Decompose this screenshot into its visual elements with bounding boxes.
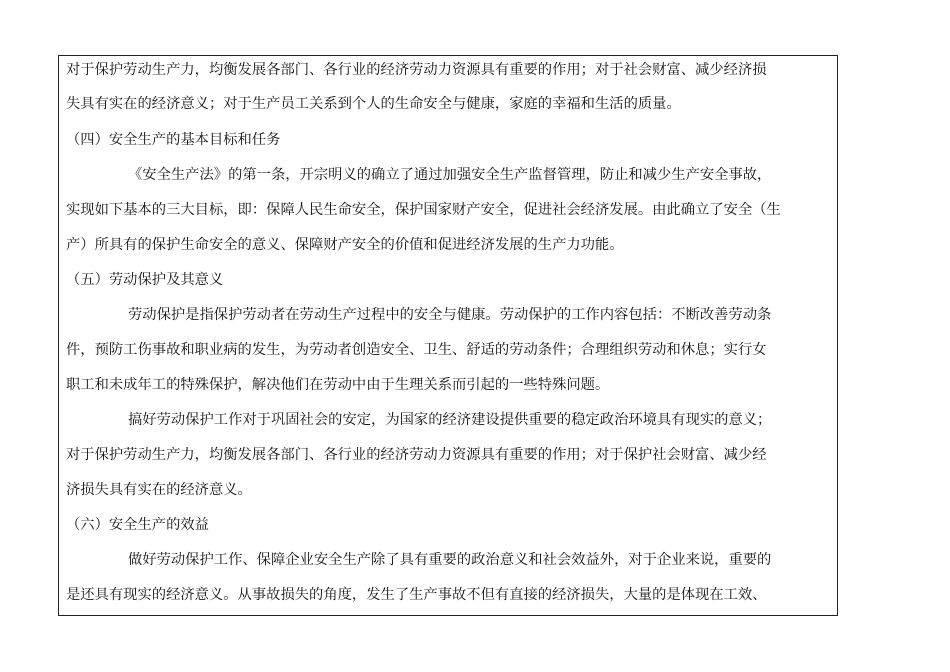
paragraph-line: 《安全生产法》的第一条，开宗明义的确立了通过加强安全生产监督管理，防止和减少生产安全事故， (128, 167, 772, 183)
paragraph-line: 产）所具有的保护生命安全的意义、保障财产安全的价值和促进经济发展的生产力功能。 (66, 237, 624, 253)
section-heading-4: （四）安全生产的基本目标和任务 (66, 132, 281, 148)
paragraph-line: 做好劳动保护工作、保障企业安全生产除了具有重要的政治意义和社会效益外，对于企业来说，重要的 (128, 552, 772, 568)
body-line-2: 失具有实在的经济意义；对于生产员工关系到个人的生命安全与健康，家庭的幸福和生活的质量。 (66, 96, 681, 112)
section-heading-6: （六）安全生产的效益 (66, 517, 209, 533)
section-heading-5: （五）劳动保护及其意义 (66, 272, 224, 288)
paragraph-line: 搞好劳动保护工作对于巩固社会的安定，为国家的经济建设提供重要的稳定政治环境具有现实的意义； (128, 412, 772, 428)
paragraph-line: 对于保护劳动生产力，均衡发展各部门、各行业的经济劳动力资源具有重要的作用；对于保护社会财富、减少经 (66, 447, 767, 463)
paragraph-line: 职工和未成年工的特殊保护，解决他们在劳动中由于生理关系而引起的一些特殊问题。 (66, 377, 610, 393)
paragraph-line: 是还具有现实的经济意义。从事故损失的角度，发生了生产事故不但有直接的经济损失，大量的是体现在工效、 (66, 587, 767, 603)
paragraph-line: 件，预防工伤事故和职业病的发生，为劳动者创造安全、卫生、舒适的劳动条件；合理组织劳动和休息；实行女 (66, 342, 767, 358)
paragraph-line: 实现如下基本的三大目标，即：保障人民生命安全，保护国家财产安全，促进社会经济发展。由此确立了安全（生 (66, 202, 781, 218)
paragraph-line: 劳动保护是指保护劳动者在劳动生产过程中的安全与健康。劳动保护的工作内容包括：不断改善劳动条 (128, 307, 772, 323)
body-line-1: 对于保护劳动生产力，均衡发展各部门、各行业的经济劳动力资源具有重要的作用；对于社会财富、减少经济损 (66, 62, 767, 78)
paragraph-line: 济损失具有实在的经济意义。 (66, 482, 252, 498)
